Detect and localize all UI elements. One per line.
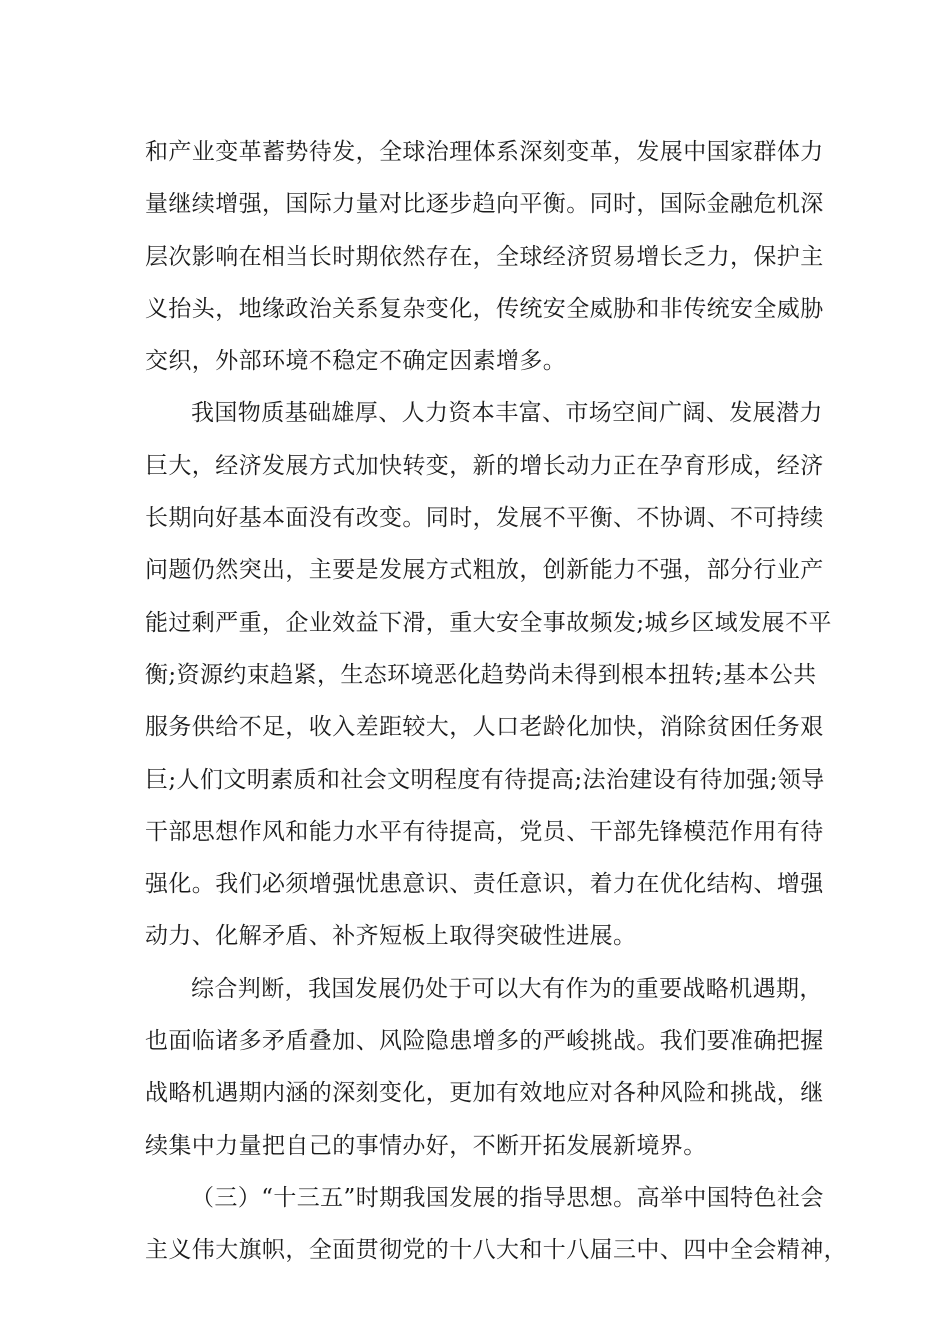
paragraph-start-line: 我国物质基础雄厚、人力资本丰富、市场空间广阔、发展潜力 — [191, 400, 823, 427]
paragraph-start-line: 综合判断，我国发展仍处于可以大有作为的重要战略机遇期， — [191, 975, 823, 1002]
text-line: 巨;人们文明素质和社会文明程度有待提高;法治建设有待加强;领导 — [145, 766, 825, 793]
text-line: 长期向好基本面没有改变。同时，发展不平衡、不协调、不可持续 — [145, 505, 824, 532]
text-line: 战略机遇期内涵的深刻变化，更加有效地应对各种风险和挑战，继 — [145, 1080, 824, 1107]
text-line: 也面临诸多矛盾叠加、风险隐患增多的严峻挑战。我们要准确把握 — [145, 1028, 824, 1055]
text-line: 续集中力量把自己的事情办好，不断开拓发展新境界。 — [145, 1132, 707, 1159]
text-line: 服务供给不足，收入差距较大，人口老龄化加快，消除贫困任务艰 — [145, 714, 824, 741]
text-line: 动力、化解矛盾、补齐短板上取得突破性进展。 — [145, 923, 637, 950]
document-body — [145, 126, 847, 1277]
text-line: 主义伟大旗帜，全面贯彻党的十八大和十八届三中、四中全会精神， — [145, 1237, 847, 1264]
text-line: 干部思想作风和能力水平有待提高，党员、干部先锋模范作用有待 — [145, 818, 824, 845]
text-line: 交织，外部环境不稳定不确定因素增多。 — [145, 348, 567, 375]
text-line: 能过剩严重，企业效益下滑，重大安全事故频发;城乡区域发展不平 — [145, 609, 832, 636]
text-line: 层次影响在相当长时期依然存在，全球经济贸易增长乏力，保护主 — [145, 243, 824, 270]
paragraph-start-line: （三）“十三五”时期我国发展的指导思想。高举中国特色社会 — [191, 1184, 824, 1211]
text-line: 量继续增强，国际力量对比逐步趋向平衡。同时，国际金融危机深 — [145, 191, 824, 218]
text-line: 问题仍然突出，主要是发展方式粗放，创新能力不强，部分行业产 — [145, 557, 824, 584]
text-line: 巨大，经济发展方式加快转变，新的增长动力正在孕育形成，经济 — [145, 452, 824, 479]
text-line: 和产业变革蓄势待发，全球治理体系深刻变革，发展中国家群体力 — [145, 139, 824, 165]
text-line: 义抬头，地缘政治关系复杂变化，传统安全威胁和非传统安全威胁 — [145, 295, 824, 322]
text-line: 衡;资源约束趋紧，生态环境恶化趋势尚未得到根本扭转;基本公共 — [145, 661, 817, 688]
text-line: 强化。我们必须增强忧患意识、责任意识，着力在优化结构、增强 — [145, 871, 824, 898]
